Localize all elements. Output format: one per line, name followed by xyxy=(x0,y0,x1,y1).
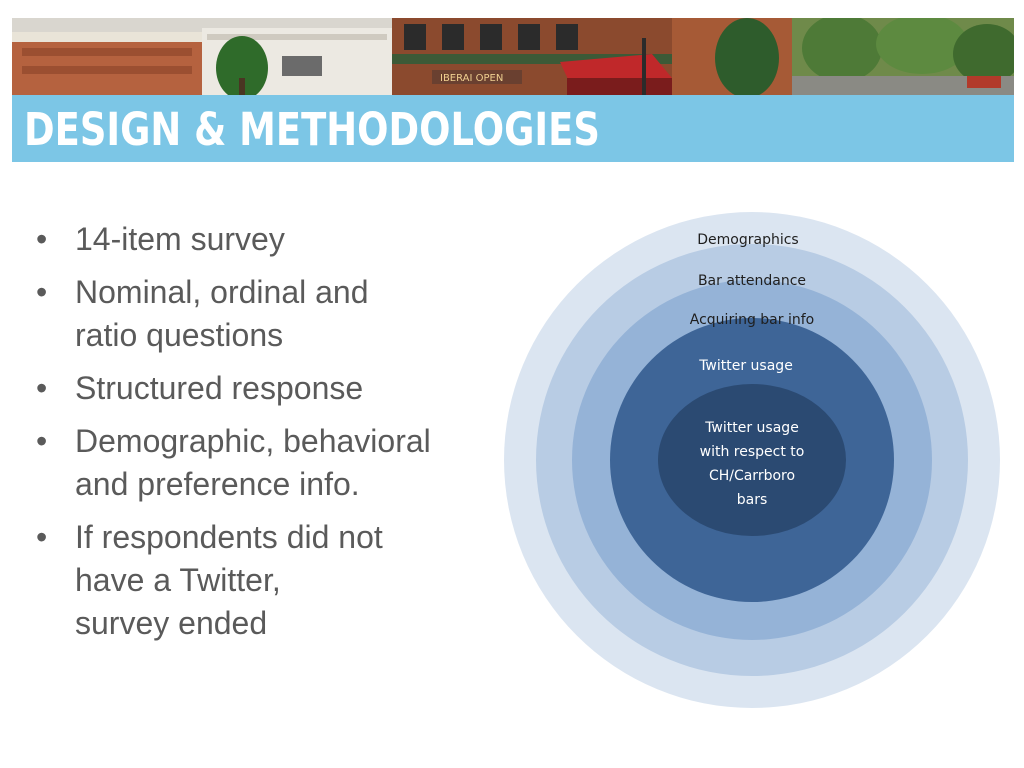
bullet-text: If respondents did not have a Twitter, survey ended xyxy=(75,519,383,641)
ring-label: Twitter usage xyxy=(699,358,793,374)
bullet-item xyxy=(30,516,490,645)
header-band xyxy=(12,95,1014,162)
core-circle xyxy=(658,384,846,536)
bullet-glyph: • xyxy=(36,519,48,555)
bullet-glyph: • xyxy=(36,221,48,257)
ring-label: Acquiring bar info xyxy=(689,312,815,328)
bullet-item xyxy=(30,218,490,261)
core-label-line: bars xyxy=(736,492,768,508)
page-title: DESIGN & METHODOLOGIES xyxy=(24,103,600,156)
street-scene-image xyxy=(12,18,1014,95)
ring-label: Bar attendance xyxy=(697,273,807,289)
bullet-text: Nominal, ordinal and ratio questions xyxy=(75,274,369,353)
core-label-line: Twitter usage xyxy=(705,420,799,436)
bullet-glyph: • xyxy=(36,274,48,310)
header-photo xyxy=(12,18,1014,95)
bullet-glyph: • xyxy=(36,370,48,406)
bullet-item xyxy=(30,271,490,357)
ring-label: Demographics xyxy=(697,232,799,248)
photo-sign-text: IBERAI OPEN xyxy=(440,73,504,84)
concentric-diagram xyxy=(495,210,1010,710)
core-label-line: with respect to xyxy=(699,444,805,460)
bullet-item xyxy=(30,367,490,410)
bullet-glyph: • xyxy=(36,423,48,459)
bullet-list xyxy=(30,218,490,655)
core-label-line: CH/Carrboro xyxy=(708,468,796,484)
bullet-item xyxy=(30,420,490,506)
bullet-text: 14-item survey xyxy=(75,221,285,257)
bullet-text: Structured response xyxy=(75,370,364,406)
bullet-text: Demographic, behavioral and preference info. xyxy=(75,423,431,502)
